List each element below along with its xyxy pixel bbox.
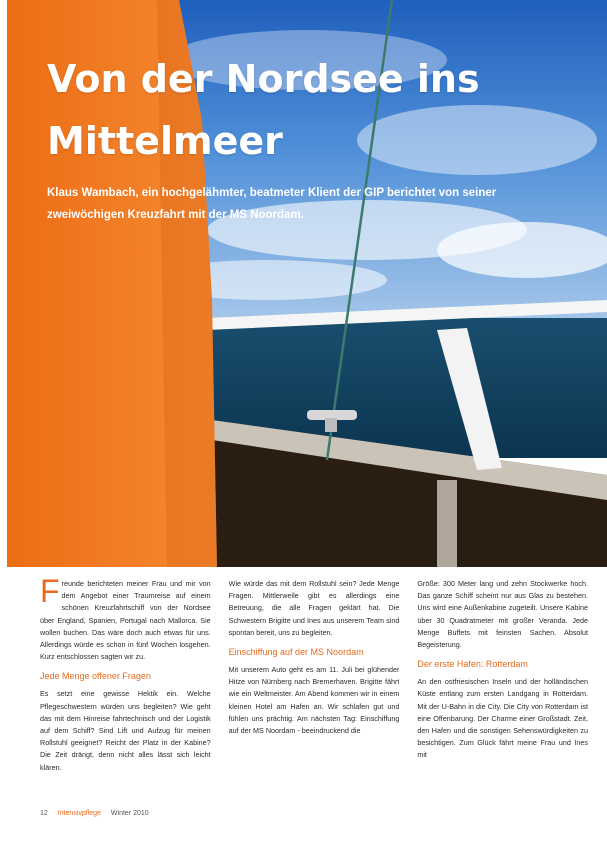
issue-label: Winter 2010 [110,810,149,817]
paragraph: Wie würde das mit dem Rollstuhl sein? Jede Menge Fragen. Mittlerweile gibt es allerdings eine Betreuung, die alle Fragen geklärt hat. Die Schwestern Brigitte und Ines aus unserem Team sind spontan bereit, uns zu begleiten. [228,579,400,637]
page-footer [40,810,157,817]
page-number: 12 [40,810,48,817]
article-column-3 [417,578,588,813]
paragraph: Größe: 300 Meter lang und zehn Stockwerke hoch. Das ganze Schiff scheint nur aus Glas zu bestehen. Uns wird eine Außenkabine zugeteilt. Unsere Kabine über 30 Quadratmeter mit großer Veranda. Jede Menge Buffets mit feinsten Sachen. Absolut Begeisterung. [417,579,589,650]
article-subtitle: Klaus Wambach, ein hochgelähmter, beatmeter Klient der GIP berichtet von seiner zweiwöchigen Kreuzfahrt mit der MS Noordam. [47,187,497,221]
paragraph: Es setzt eine gewisse Hektik ein. Welche Pflegeschwestern würden uns begleiten? Wie geht das mit dem Hinreise fahrtechnisch und der Logistik auf dem Schiff? Sind Lift und Aufzug für meinen Rollstuhl geeignet? Reicht der Platz in der Kabine? Die Zeit drängt, denn nicht alles lässt sich leicht klären. [40,689,211,772]
section-heading: Einschiffung auf der MS Noordam [228,647,364,658]
section-heading: Jede Menge offener Fragen [40,671,151,682]
article-column-2 [229,578,400,813]
article-intro: Freunde berichteten meiner Frau und mir von dem Angebot einer Traumreise auf einem schönen Kreuzfahrtschiff von der Nordsee über England, Spanien, Portugal nach Mallorca. Sie wollen buchen. Das wäre doch auch etwas für uns. Allerdings würde es schon in fünf Wochen losgehen. Kurz entschlossen sagten wir zu. [40,578,211,662]
article-body [40,578,588,813]
hero-photo [7,0,607,567]
article-column-1 [40,578,211,813]
drop-cap: F [40,578,60,609]
paragraph: An den ostfriesischen Inseln und der holländischen Küste entlang zum ersten Landgang in Rotterdam. Mit der U-Bahn in die City. Die City von Rotterdam ist eine Offenbarung. Der Charme einer Großstadt. Zeit, den Hafen und die sonstigen Sehenswürdigkeiten zu besichtigen. Zum Glück fährt meine Frau und Ines mit [417,677,589,760]
paragraph: Mit unserem Auto geht es am 11. Juli bei glühender Hitze von Nürnberg nach Bremerhaven. Brigitte fährt wie ein Weltmeister. Am Abend kommen wir in einem kleinen Hotel am Hafen an. Wir schlafen gut und fühlen uns prächtig. Am nächsten Tag: Einschiffung auf der MS Noordam - beeindruckend die [228,665,400,736]
page-title: Von der Nordsee ins Mittelmeer [47,57,480,163]
magazine-name: Intensivpflege [57,810,101,817]
section-heading: Der erste Hafen: Rotterdam [417,659,528,670]
